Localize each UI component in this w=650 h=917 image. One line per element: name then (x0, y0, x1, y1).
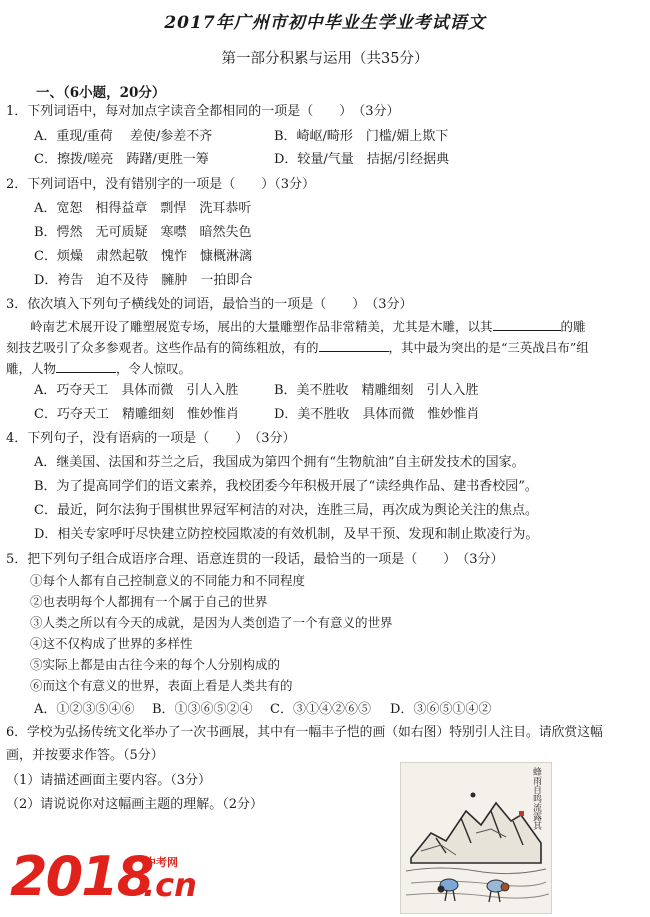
question-4-option-b: B．为了提高同学们的语文素养，我校团委今年积极开展了“读经典作品、建书香校园”。 (34, 479, 538, 494)
feng-zikai-painting (400, 762, 552, 914)
question-6-sub-1: （1）请描述画面主要内容。（3分） (6, 773, 212, 788)
question-3-option-c: C．巧夺天工 精雕细刻 惟妙惟肖 (34, 407, 239, 422)
question-3-option-d: D．美不胜收 具体而微 惟妙惟肖 (274, 407, 480, 422)
question-1-option-d: D．较量/气量 拮据/引经据典 (274, 152, 450, 167)
question-5-sentence-2: ②也表明每个人都拥有一个属于自己的世界 (30, 594, 268, 609)
answer-blank-1 (493, 318, 561, 331)
answer-blank-2 (319, 339, 389, 352)
question-5-sentence-5: ⑤实际上都是由古往今来的每个人分别构成的 (30, 657, 281, 672)
logo-site-name: 中考网 (145, 856, 178, 869)
question-5-sentence-3: ③人类之所以有今天的成就，是因为人类创造了一个有意义的世界 (30, 615, 393, 630)
question-2-option-b: B．愕然 无可质疑 寒噤 暗然失色 (34, 225, 252, 240)
question-3-passage-line-1 (30, 318, 645, 335)
question-3-stem: 3．依次填入下列句子横线处的词语，最恰当的一项是（ ） （3分） (6, 297, 413, 312)
question-3-passage-line-3 (6, 360, 191, 377)
question-2-option-d: D．袴告 迫不及待 臃肿 一拍即合 (34, 273, 253, 288)
question-6-sub-2: （2）请说说你对这幅画主题的理解。（2分） (6, 797, 264, 812)
exam-title: 2017年广州市初中毕业生学业考试语文 (164, 13, 486, 33)
passage-text: 的雕 (560, 319, 586, 334)
question-5-sentence-6: ⑥而这个有意义的世界，表面上看是人类共有的 (30, 678, 293, 693)
section-heading: 一、（6小题，20分） (36, 85, 166, 101)
logo-domain: .cn (143, 866, 197, 904)
question-4-option-a: A．继美国、法国和芬兰之后，我国成为第四个拥有“生物航油”自主研发技术的国家。 (34, 455, 525, 470)
question-4-option-d: D．相关专家呼吁尽快建立防控校园欺凌的有效机制，及早干预、发现和制止欺凌行为。 (34, 527, 539, 542)
question-1-option-b: B．崎岖/畸形 门槛/媚上欺下 (274, 129, 449, 144)
question-3-passage-line-2 (6, 339, 646, 356)
part-subtitle: 第一部分积累与运用（共35分） (221, 51, 429, 67)
question-1-option-a: A．重现/重荷 差使/参差不齐 (34, 129, 213, 144)
question-1-stem: 1．下列词语中，每对加点字读音全都相同的一项是（ ） （3分） (6, 104, 400, 119)
question-5-sentence-1: ①每个人都有自己控制意义的不同能力和不同程度 (30, 573, 306, 588)
painting-calligraphy: 蜂雨自鸣流露其 (531, 767, 541, 830)
zhongkao-logo (10, 845, 197, 908)
passage-text: ，令人惊叹。 (116, 361, 192, 376)
question-6-stem-line-2: 画，并按要求作答。（5分） (6, 748, 164, 763)
passage-text: 刻技艺吸引了众多参观者。这些作品有的简练粗放，有的 (6, 340, 319, 355)
question-5-stem: 5．把下列句子组合成语序合理、语意连贯的一段话，最恰当的一项是（ ） （3分） (6, 552, 504, 567)
passage-text: ，其中最为突出的是“三英战吕布”组 (388, 340, 589, 355)
question-5-option-c: C．③①④②⑥⑤ (270, 702, 371, 717)
question-5-option-a: A．①②③⑤④⑥ (34, 702, 135, 717)
question-4-option-c: C．最近，阿尔法狗于围棋世界冠军柯洁的对决，连胜三局，再次成为舆论关注的焦点。 (34, 503, 538, 518)
question-2-option-a: A．宽恕 相得益章 剽悍 洗耳恭听 (34, 201, 252, 216)
question-2-stem: 2．下列词语中，没有错别字的一项是（ ）（3分） (6, 177, 316, 192)
logo-number: 2018 (10, 845, 153, 908)
question-5-option-b: B．①③⑥⑤②④ (152, 702, 253, 717)
passage-text: 岭南艺术展开设了雕塑展览专场，展出的大量雕塑作品非常精美，尤其是木雕，以其 (30, 319, 493, 334)
question-1-option-c: C．擦拨/嗟亮 踌躇/更胜一筹 (34, 152, 209, 167)
passage-text: 雕，人物 (6, 361, 57, 376)
question-3-option-b: B．美不胜收 精雕细刻 引人入胜 (274, 383, 479, 398)
question-2-option-c: C．烦燥 肃然起敬 愧怍 慷概淋漓 (34, 249, 252, 264)
question-3-option-a: A．巧夺天工 具体而微 引人入胜 (34, 383, 239, 398)
question-6-stem-line-1: 6．学校为弘扬传统文化举办了一次书画展，其中有一幅丰子恺的画（如右图）特别引人注目。请欣赏这幅 (6, 725, 603, 740)
answer-blank-3 (56, 360, 116, 373)
question-4-stem: 4．下列句子，没有语病的一项是（ ） （3分） (6, 431, 296, 446)
question-5-option-d: D．③⑥⑤①④② (390, 702, 492, 717)
question-5-sentence-4: ④这不仅构成了世界的多样性 (30, 636, 193, 651)
